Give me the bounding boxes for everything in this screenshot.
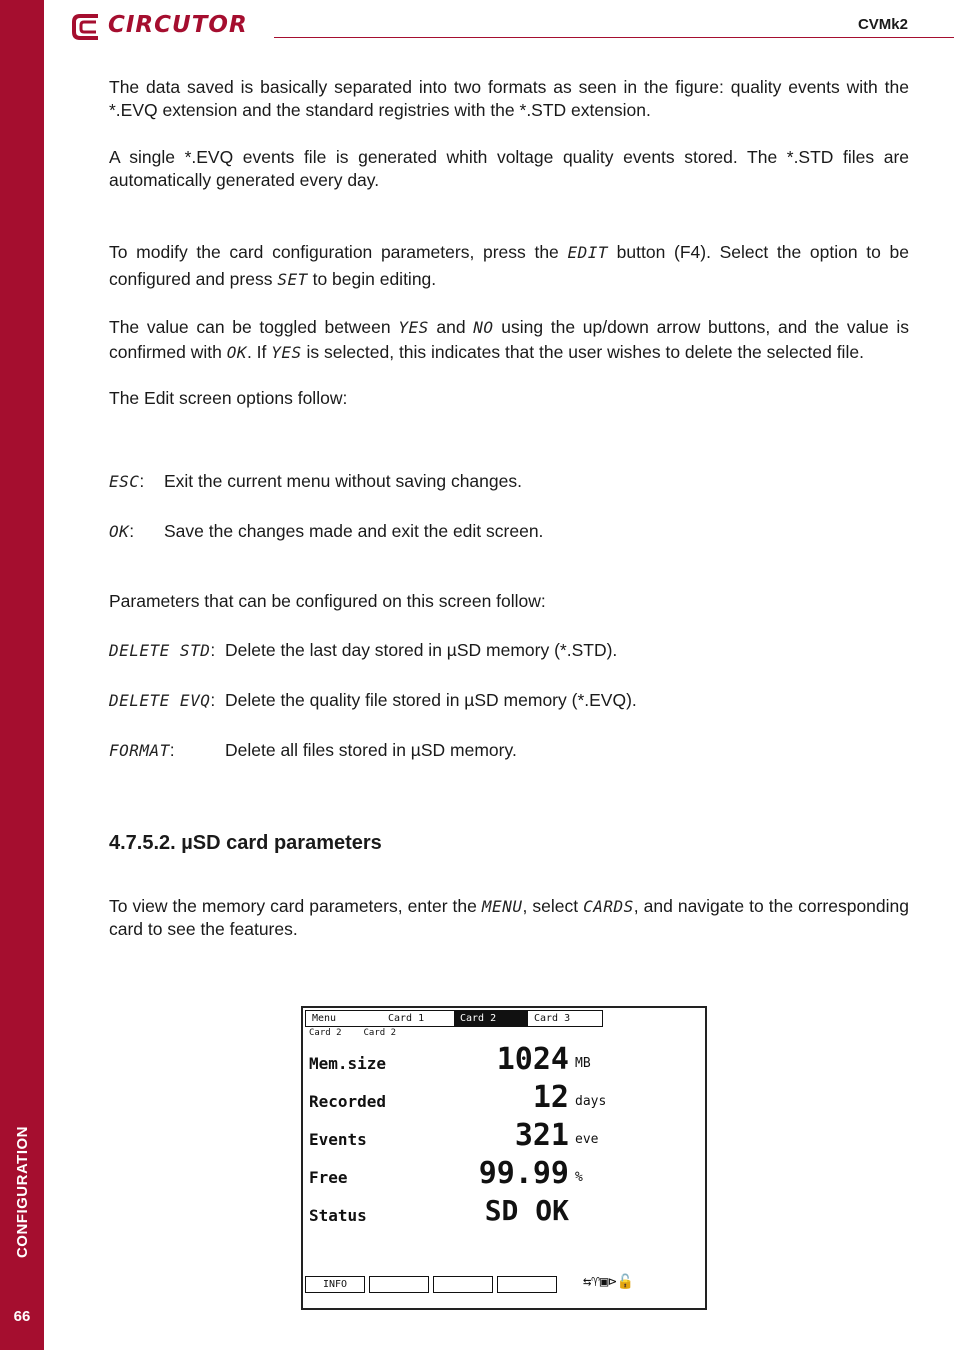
section-heading: 4.7.5.2. µSD card parameters xyxy=(109,832,382,854)
param-unit: % xyxy=(575,1170,583,1185)
device-screen-figure xyxy=(301,1006,707,1310)
paragraph: The value can be toggled between YES and NO using the up/down arrow buttons, and the value is confirmed with OK. If YES is selected, this indicates that the user wishes to delete the selected file. xyxy=(109,317,909,362)
tab-menu: Menu xyxy=(312,1013,337,1024)
parameter-delete-std: DELETE STD: Delete the last day stored in µSD memory (*.STD). xyxy=(109,640,618,660)
lcd-keyword: SET xyxy=(277,270,308,289)
param-label: Status xyxy=(309,1206,367,1225)
lcd-keyword: OK xyxy=(226,343,247,362)
fkey-info: INFO xyxy=(305,1276,365,1293)
lcd-keyword: CARDS xyxy=(583,897,634,916)
paragraph: The Edit screen options follow: xyxy=(109,388,348,408)
paragraph: Parameters that can be configured on this screen follow: xyxy=(109,591,546,611)
paragraph: The data saved is basically separated into two formats as seen in the figure: quality events with the *.EVQ extension and the standard registries with the *.STD extension. xyxy=(109,77,909,120)
tab-card-1: Card 1 xyxy=(388,1013,425,1024)
param-unit: days xyxy=(575,1094,607,1109)
brand-name: CIRCUTOR xyxy=(108,12,248,38)
lcd-keyword: NO xyxy=(473,318,494,337)
lcd-keyword: MENU xyxy=(481,897,523,916)
fkey-f2 xyxy=(369,1276,429,1293)
param-label: Recorded xyxy=(309,1092,387,1111)
edit-option-ok: OK: Save the changes made and exit the edit screen. xyxy=(109,521,544,541)
paragraph: To modify the card configuration parameters, press the EDIT button (F4). Select the option to be configured and press SET to begin editing. xyxy=(109,242,909,289)
edit-option-esc: ESC: Exit the current menu without saving changes. xyxy=(109,471,522,491)
param-label: Mem.size xyxy=(309,1054,387,1073)
header-rule xyxy=(274,37,954,38)
param-unit: MB xyxy=(575,1056,591,1071)
lcd-keyword: YES xyxy=(398,318,429,337)
lcd-keyword: YES xyxy=(271,343,302,362)
fkey-f3 xyxy=(433,1276,493,1293)
tab-card-2: Card 2 xyxy=(454,1011,528,1026)
doc-code: CVMk2 xyxy=(857,16,908,33)
param-value: SD OK xyxy=(484,1194,569,1227)
sidebar xyxy=(0,0,44,1350)
lcd-keyword: EDIT xyxy=(567,243,608,262)
param-unit: eve xyxy=(575,1132,599,1147)
tab-card-3: Card 3 xyxy=(534,1013,571,1024)
param-value: 12 xyxy=(532,1080,569,1115)
param-value: 1024 xyxy=(496,1042,569,1077)
paragraph: A single *.EVQ events file is generated whith voltage quality events stored. The *.STD files are automatically generated every day. xyxy=(109,147,909,190)
param-label: Free xyxy=(309,1168,348,1187)
param-value: 321 xyxy=(514,1118,569,1153)
section-label: CONFIGURATION xyxy=(14,1125,31,1259)
fkey-f4 xyxy=(497,1276,557,1293)
parameter-format: FORMAT: Delete all files stored in µSD memory. xyxy=(109,740,517,760)
page-number: 66 xyxy=(13,1308,31,1325)
status-icons: ⇆♈▣⊳🔓 xyxy=(583,1274,635,1290)
parameter-delete-evq: DELETE EVQ: Delete the quality file stored in µSD memory (*.EVQ). xyxy=(109,690,637,710)
circutor-logo-icon xyxy=(70,10,104,44)
body-text xyxy=(109,895,909,941)
body-text xyxy=(109,76,909,410)
param-label: Events xyxy=(309,1130,367,1149)
paragraph: To view the memory card parameters, enter the MENU, select CARDS, and navigate to the corresponding card to see the features. xyxy=(109,896,909,939)
screen-subtabs: Card 2 Card 2 xyxy=(309,1028,397,1038)
screen-tab-bar xyxy=(305,1010,603,1027)
param-value: 99.99 xyxy=(478,1156,569,1191)
brand-logo xyxy=(70,10,250,46)
